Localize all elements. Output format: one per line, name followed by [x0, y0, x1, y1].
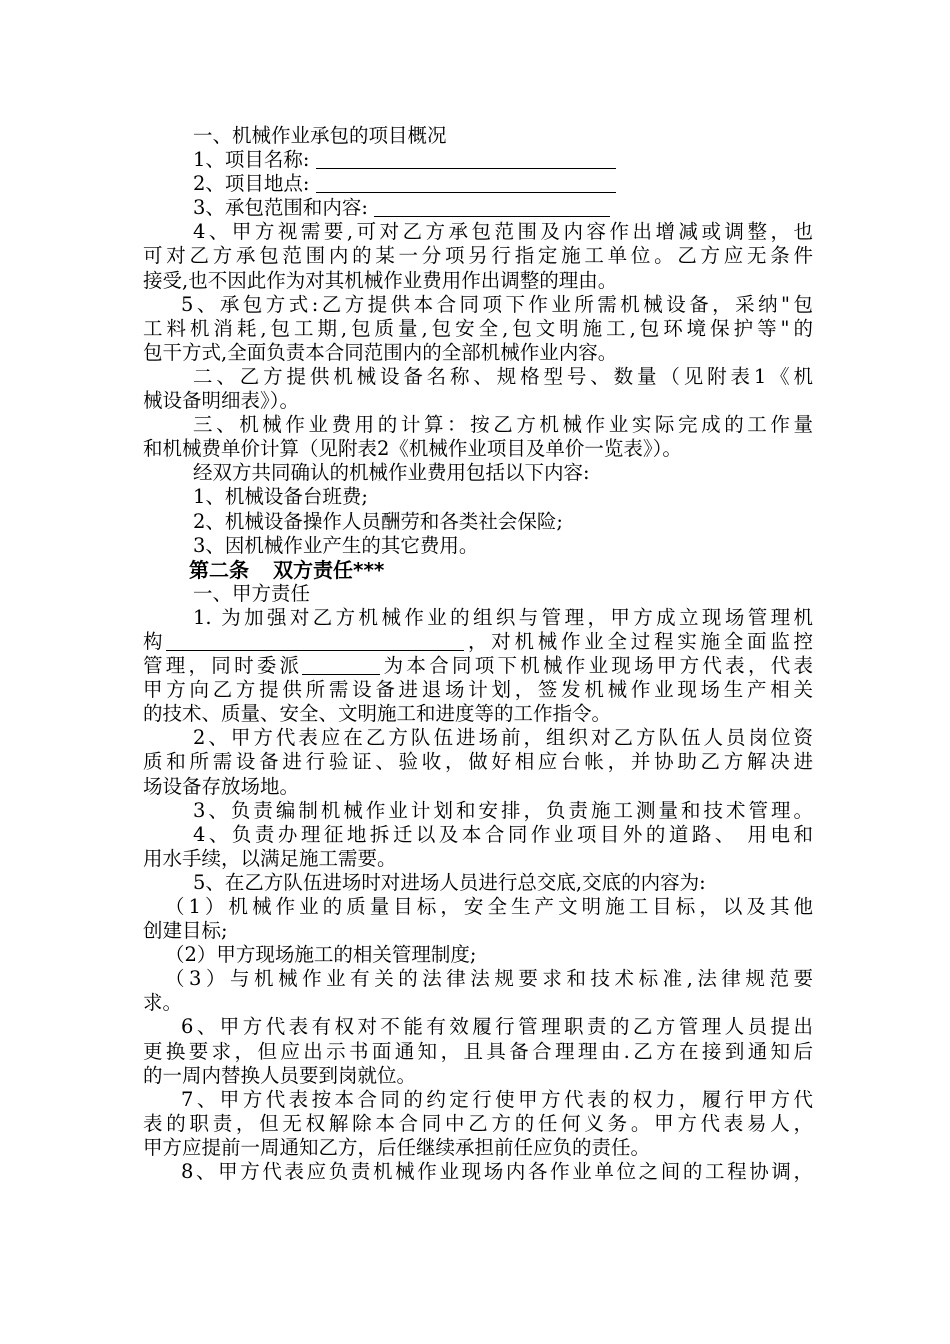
- para-a5-item-2: （2）甲方现场施工的相关管理制度;: [165, 943, 477, 967]
- para-a2-line-3: 场设备存放场地。: [143, 774, 300, 798]
- para-5-line-3: 包干方式,全面负责本合同范围内的全部机械作业内容。: [143, 340, 618, 364]
- para-project-location: 2、项目地点:: [143, 172, 813, 196]
- project-name-blank: [316, 150, 616, 169]
- para-a5-item-1-line-1: （1）机械作业的质量目标，安全生产文明施工目标，以及其他: [165, 895, 813, 918]
- para-a4-line-2: 用水手续，以满足施工需要。: [143, 846, 397, 870]
- scope-blank: [374, 198, 610, 217]
- para-section-1-title: 一、机械作业承包的项目概况: [193, 124, 447, 147]
- project-location-blank: [316, 174, 616, 193]
- para-fee-intro: 经双方共同确认的机械作业费用包括以下内容:: [193, 461, 590, 485]
- para-section-3-line-1: 三、机械作业费用的计算：按乙方机械作业实际完成的工作量: [193, 413, 813, 437]
- para-a6-line-2: 更换要求，但应出示书面通知，且具备合理理由.乙方在接到通知后: [143, 1039, 813, 1063]
- para-5-line-2: 工料机消耗,包工期,包质量,包安全,包文明施工,包环境保护等"的: [143, 316, 813, 340]
- para-a7-line-2: 表的职责，但无权解除本合同中乙方的任何义务。甲方代表易人，: [143, 1111, 813, 1135]
- document-body: [143, 124, 813, 1184]
- para-a2-line-1: 2、甲方代表应在乙方队伍进场前，组织对乙方队伍人员岗位资: [193, 726, 813, 750]
- para-fee-2: 2、机械设备操作人员酬劳和各类社会保险;: [193, 509, 563, 533]
- para-fee-1: 1、机械设备台班费;: [193, 485, 368, 509]
- para-a1-line-5: 的技术、质量、安全、文明施工和进度等的工作指令。: [143, 702, 612, 726]
- para-a1-line-2: 构 ，对机械作业全过程实施全面监控: [143, 629, 813, 653]
- para-a7-line-3: 甲方应提前一周通知乙方，后任继续承担前任应负的责任。: [143, 1135, 651, 1159]
- para-a4-line-1: 4、负责办理征地拆迁以及本合同作业项目外的道路、 用电和: [193, 822, 813, 846]
- para-a5-item-3-line-1: （3）与机械作业有关的法律法规要求和技术标准,法律规范要: [165, 967, 813, 991]
- para-a6-line-3: 的一周内替换人员要到岗就位。: [143, 1063, 417, 1087]
- management-org-blank: [166, 632, 464, 651]
- para-a5-intro: 5、在乙方队伍进场时对进场人员进行总交底,交底的内容为:: [193, 870, 706, 894]
- para-5-line-1: 5、承包方式:乙方提供本合同项下作业所需机械设备，采纳"包: [181, 292, 813, 316]
- para-scope: 3、承包范围和内容:: [143, 196, 813, 220]
- para-a6-line-1: 6、甲方代表有权对不能有效履行管理职责的乙方管理人员提出: [181, 1015, 813, 1039]
- para-a1-line-1: 1. 为加强对乙方机械作业的组织与管理，甲方成立现场管理机: [193, 605, 813, 629]
- para-section-2-line-2: 械设备明细表》）。: [143, 389, 300, 413]
- para-4-line-3: 接受,也不因此作为对其机械作业费用作出调整的理由。: [143, 268, 618, 292]
- para-a3: 3、负责编制机械作业计划和安排，负责施工测量和技术管理。: [193, 798, 813, 822]
- para-4-line-2: 可对乙方承包范围内的某一分项另行指定施工单位。乙方应无条件: [143, 244, 813, 268]
- para-section-3-line-2: 和机械费单价计算（见附表2《机械作业项目及单价一览表》）。: [143, 437, 682, 461]
- para-party-a-title: 一、甲方责任: [193, 581, 311, 605]
- representative-blank: [302, 656, 380, 675]
- para-a5-item-3-line-2: 求。: [143, 991, 183, 1015]
- para-a1-line-3: 管理，同时委派 为本合同项下机械作业现场甲方代表，代表: [143, 654, 813, 678]
- para-4-line-1: 4、甲方视需要,可对乙方承包范围及内容作出增减或调整，也: [193, 220, 813, 244]
- article-2-heading: 第二条 双方责任***: [189, 557, 385, 582]
- para-a8-line-1: 8、甲方代表应负责机械作业现场内各作业单位之间的工程协调，: [181, 1160, 813, 1184]
- para-section-2-line-1: 二、乙方提供机械设备名称、规格型号、数量（见附表1《机: [193, 364, 813, 388]
- para-a5-item-1-line-2: 创建目标;: [143, 919, 228, 943]
- para-fee-3: 3、因机械作业产生的其它费用。: [193, 533, 479, 557]
- para-a1-line-4: 甲方向乙方提供所需设备进退场计划，签发机械作业现场生产相关: [143, 678, 813, 702]
- para-a2-line-2: 质和所需设备进行验证、验收，做好相应台帐，并协助乙方解决进: [143, 750, 813, 774]
- para-a7-line-1: 7、甲方代表按本合同的约定行使甲方代表的权力，履行甲方代: [181, 1087, 813, 1111]
- para-project-name: 1、项目名称:: [143, 148, 813, 172]
